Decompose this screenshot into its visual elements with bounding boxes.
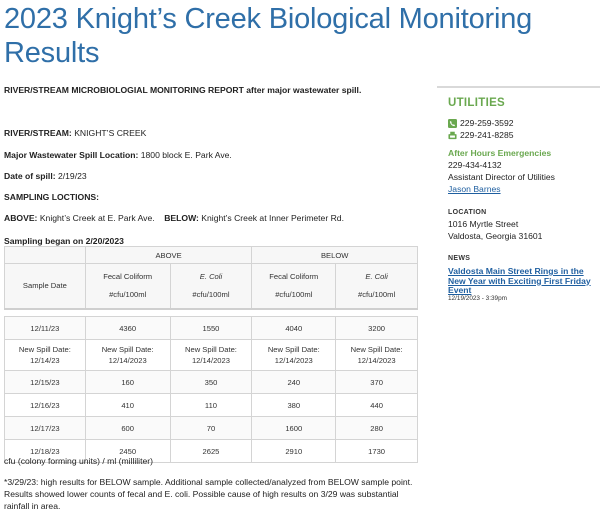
phone-1[interactable] [448, 118, 514, 128]
cell-line: New Spill Date: [267, 345, 320, 354]
table-row [5, 394, 418, 417]
column-header-unit: #cfu/100ml [358, 290, 396, 300]
river-value: KNIGHT’S CREEK [71, 128, 147, 138]
table-row [5, 371, 418, 394]
sidebar-title: UTILITIES [448, 97, 506, 109]
phone-1-number: 229-259-3592 [460, 118, 514, 128]
below-value: Knight’s Creek at Inner Perimeter Rd. [198, 213, 344, 223]
phone-icon [448, 119, 457, 128]
cell-sample-date: 12/16/23 [5, 394, 86, 417]
cell-line: 12/14/2023 [108, 356, 147, 365]
cell-above-fecal: 600 [85, 417, 170, 440]
cell-below-fecal: 1600 [252, 417, 336, 440]
cell-line: 12/14/2023 [274, 356, 313, 365]
column-header-text: E. Coli [199, 272, 223, 282]
cell-above-ecoli [170, 340, 252, 371]
page-title-line-1: 2023 Knight’s Creek Biological Monitoring [4, 3, 533, 35]
column-header-sample-date: Sample Date [5, 264, 86, 309]
cell-above-fecal: 410 [85, 394, 170, 417]
cell-below-ecoli: 280 [336, 417, 418, 440]
table-row [5, 417, 418, 440]
column-header-text: E. Coli [365, 272, 388, 282]
cell-below-ecoli: 1730 [336, 440, 418, 463]
news-date: 12/19/2023 - 3:39pm [448, 295, 507, 302]
spill-date-value: 2/19/23 [55, 171, 87, 181]
column-header-text: Fecal Coliform [103, 272, 153, 282]
cell-below-ecoli [336, 340, 418, 371]
contact-name-link[interactable]: Jason Barnes [448, 184, 501, 194]
spill-location-value: 1800 block E. Park Ave. [138, 150, 232, 160]
column-header-unit: #cfu/100ml [109, 290, 147, 300]
cell-sample-date [5, 340, 86, 371]
cell-above-fecal: 4360 [85, 317, 170, 340]
cell-below-fecal: 2910 [252, 440, 336, 463]
cell-below-fecal: 380 [252, 394, 336, 417]
spill-location-line [4, 149, 232, 161]
units-note: cfu (colony forming units) / ml (milliliter) [4, 456, 153, 466]
column-header-below-ecoli [336, 264, 418, 309]
after-hours-phone[interactable]: 229-434-4132 [448, 160, 502, 170]
cell-above-ecoli: 2625 [170, 440, 252, 463]
group-header-above: ABOVE [85, 247, 252, 264]
cell-above-fecal [85, 340, 170, 371]
cell-line: New Spill Date: [185, 345, 237, 354]
sampling-sites-line [4, 212, 344, 224]
fax-1-number: 229-241-8285 [460, 130, 514, 140]
table-row [5, 317, 418, 340]
fax-1[interactable] [448, 130, 514, 140]
cell-line: 12/14/2023 [191, 356, 230, 365]
cell-above-fecal: 2450 [85, 440, 170, 463]
spill-date-label: Date of spill: [4, 171, 56, 181]
cell-above-ecoli: 350 [170, 371, 252, 394]
column-header-unit: #cfu/100ml [275, 290, 313, 300]
river-label: RIVER/STREAM: [4, 128, 72, 138]
cell-sample-date: 12/15/23 [5, 371, 86, 394]
location-label: LOCATION [448, 209, 487, 216]
spill-date-line [4, 170, 87, 182]
above-value: Knight’s Creek at E. Park Ave. [37, 213, 155, 223]
fax-icon [448, 131, 457, 140]
news-label: NEWS [448, 255, 471, 262]
footnote: *3/29/23: high results for BELOW sample. Additional sample collected/analyzed from BELOW sample point. Results showed lower counts of fecal and E. coli. Possible cause of high results on 3/29 was substantial rainfall in area. [4, 477, 413, 511]
sidebar-divider [437, 86, 600, 88]
group-header-empty [5, 247, 86, 264]
cell-line: 12/14/23 [30, 356, 60, 365]
cell-below-ecoli: 440 [336, 394, 418, 417]
page-title-line-2: Results [4, 37, 100, 69]
cell-above-ecoli: 110 [170, 394, 252, 417]
column-header-below-fecal [252, 264, 336, 309]
column-header-text: Fecal Coliform [269, 272, 319, 282]
sampling-locations-line [4, 191, 99, 203]
cell-below-ecoli: 3200 [336, 317, 418, 340]
contact-title: Assistant Director of Utilities [448, 172, 555, 182]
report-heading: RIVER/STREAM MICROBIOLOGIAL MONITORING REPORT after major wastewater spill. [4, 85, 362, 95]
cell-sample-date: 12/11/23 [5, 317, 86, 340]
table-group-header-row [5, 247, 418, 264]
column-header-unit: #cfu/100ml [192, 290, 230, 300]
river-line [4, 127, 146, 139]
cell-line: 12/14/2023 [357, 356, 396, 365]
table-header-separator [5, 309, 418, 317]
cell-below-fecal: 4040 [252, 317, 336, 340]
sampling-began: Sampling began on 2/20/2023 [4, 236, 124, 246]
address-line-2: Valdosta, Georgia 31601 [448, 231, 543, 241]
cell-sample-date: 12/17/23 [5, 417, 86, 440]
spill-location-label: Major Wastewater Spill Location: [4, 150, 139, 160]
cell-above-ecoli: 70 [170, 417, 252, 440]
cell-above-fecal: 160 [85, 371, 170, 394]
page-title [4, 2, 564, 70]
footer-notes [4, 455, 414, 512]
address-line-1: 1016 Myrtle Street [448, 219, 519, 229]
cell-line: New Spill Date: [18, 345, 71, 354]
cell-sample-date: 12/18/23 [5, 440, 86, 463]
cell-below-fecal [252, 340, 336, 371]
above-label: ABOVE: [4, 213, 38, 223]
cell-line: New Spill Date: [350, 345, 403, 354]
news-headline-link[interactable]: Valdosta Main Street Rings in the New Year with Exciting First Friday Event [448, 266, 591, 295]
cell-below-ecoli: 370 [336, 371, 418, 394]
monitoring-results-table [4, 246, 418, 463]
cell-above-ecoli: 1550 [170, 317, 252, 340]
cell-below-fecal: 240 [252, 371, 336, 394]
sampling-locations-label: SAMPLING LOCTIONS: [4, 192, 100, 202]
column-header-above-ecoli [170, 264, 252, 309]
group-header-below: BELOW [252, 247, 418, 264]
table-row [5, 340, 418, 371]
below-label: BELOW: [164, 213, 199, 223]
column-header-above-fecal [85, 264, 170, 309]
table-column-header-row [5, 264, 418, 309]
after-hours-label: After Hours Emergencies [448, 148, 552, 158]
cell-line: New Spill Date: [101, 345, 154, 354]
